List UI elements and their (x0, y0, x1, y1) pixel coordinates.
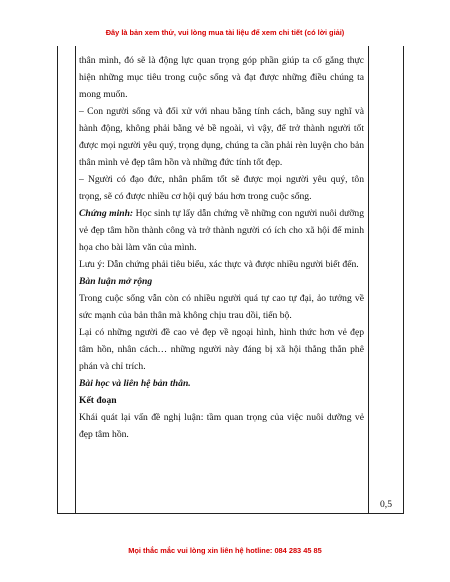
paragraph: – Con người sống và đối xử với nhau bằng tính cách, bằng suy nghĩ và hành động, không phải bằng vẻ bề ngoài, vì vậy, để trở thành người tốt được mọi người yêu quý, trọng dụng, chúng ta cần phải rèn luyện cho bản thân mình vẻ đẹp tâm hồn và những đức tính tốt đẹp. (79, 106, 364, 168)
paragraph: Lại có những người đề cao vẻ đẹp về ngoại hình, hình thức hơn vẻ đẹp tâm hồn, nhân cách… những người này đáng bị xã hội thẳng thắn phê phán và chỉ trích. (79, 327, 364, 372)
paragraph: Trong cuộc sống vẫn còn có nhiều người quá tự cao tự đại, ảo tưởng về sức mạnh của bản thân mà không chịu trau dồi, tiến bộ. (79, 293, 364, 321)
preview-banner: Đây là bản xem thử, vui lòng mua tài liệu để xem chi tiết (có lời giải) (105, 28, 345, 37)
table-border-right (403, 46, 404, 513)
paragraph-chung-minh (79, 205, 364, 256)
paragraph: – Người có đạo đức, nhân phẩm tốt sẽ được mọi người yêu quý, tôn trọng, sẽ có được nhiều cơ hội quý báu hơn trong cuộc sống. (79, 174, 364, 202)
answer-content (79, 52, 364, 443)
paragraph: thân mình, đó sẽ là động lực quan trọng góp phần giúp ta cố gắng thực hiện những mục tiêu trong cuộc sống và đạt được những điều chúng ta mong muốn. (79, 55, 364, 100)
answer-table (57, 46, 404, 514)
chung-minh-text: Học sinh tự lấy dẫn chứng về những con người nuôi dưỡng vẻ đẹp tâm hồn thành công và trở thành người có ích cho xã hội để minh họa cho bài làm văn của mình. (79, 208, 364, 253)
paragraph: Khái quát lại vấn đề nghị luận: tầm quan trọng của việc nuôi dưỡng vẻ đẹp tâm hồn. (79, 412, 364, 440)
table-column-divider (75, 46, 76, 513)
paragraph-luu-y: Lưu ý: Dẫn chứng phải tiêu biểu, xác thực và được nhiều người biết đến. (79, 259, 359, 270)
section-heading: Bàn luận mở rộng (79, 276, 153, 287)
table-column-divider (368, 46, 369, 513)
section-heading: Bài học và liên hệ bản thân. (79, 378, 191, 389)
score-value: 0,5 (380, 499, 392, 510)
table-border-left (57, 46, 58, 513)
section-heading: Kết đoạn (79, 395, 117, 406)
hotline-banner: Mọi thắc mắc vui lòng xin liên hệ hotline: 084 283 45 85 (128, 546, 322, 555)
chung-minh-label: Chứng minh: (79, 208, 134, 219)
